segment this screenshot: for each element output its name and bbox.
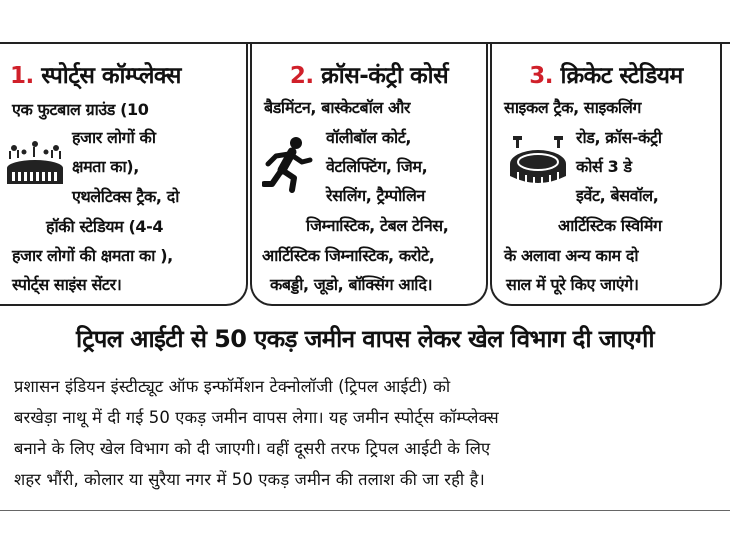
panel-number: 3. bbox=[529, 63, 553, 89]
panel-line: बैडमिंटन, बास्केटबॉल और bbox=[264, 98, 411, 117]
panel-line: क्षमता का), bbox=[72, 157, 139, 176]
panel-line: आर्टिस्टिक स्विमिंग bbox=[558, 216, 662, 235]
stadium-crowd-icon bbox=[4, 138, 66, 190]
panel-title-text: स्पोर्ट्स कॉम्प्लेक्स bbox=[41, 63, 181, 89]
panel-title-text: क्रॉस-कंट्री कोर्स bbox=[321, 63, 449, 89]
panel-line: जिम्नास्टिक, टेबल टेनिस, bbox=[306, 216, 449, 235]
runner-icon bbox=[262, 136, 314, 194]
panel-line: एक फुटबाल ग्राउंड (10 bbox=[12, 100, 149, 119]
body-line: प्रशासन इंडियन इंस्टीट्यूट ऑफ इन्फॉर्मेशन टेक्नोलॉजी (ट्रिपल आईटी) को bbox=[14, 377, 451, 396]
panel-line: एथलेटिक्स ट्रैक, दो bbox=[72, 187, 179, 206]
body-line: शहर भौंरी, कोलार या सुरैया नगर में 50 एकड़ जमीन की तलाश की जा रही है। bbox=[14, 470, 485, 489]
panel-line: हजार लोगों की bbox=[72, 128, 156, 147]
panel-sports-complex bbox=[0, 44, 248, 306]
panel-cross-country bbox=[250, 44, 488, 306]
body-line: बनाने के लिए खेल विभाग को दी जाएगी। वहीं दूसरी तरफ ट्रिपल आईटी के लिए bbox=[14, 439, 491, 458]
panel-line: हजार लोगों की क्षमता का ), bbox=[12, 246, 173, 265]
panel-number: 1. bbox=[10, 63, 34, 89]
panel-title bbox=[10, 58, 246, 90]
panel-line: कबड्डी, जूडो, बॉक्सिंग आदि। bbox=[270, 275, 433, 294]
panel-title bbox=[492, 58, 720, 90]
panel-line: कोर्स 3 डे bbox=[576, 157, 632, 176]
panel-line: वॉलीबॉल कोर्ट, bbox=[326, 128, 412, 147]
panel-line: साइकल ट्रैक, साइकलिंग bbox=[504, 98, 642, 117]
panel-cricket-stadium bbox=[490, 44, 722, 306]
panel-line: वेटलिफ्टिंग, जिम, bbox=[326, 157, 428, 176]
panel-line: रेसलिंग, ट्रैम्पोलिन bbox=[326, 186, 425, 205]
panel-line: आर्टिस्टिक जिम्नास्टिक, करोटे, bbox=[262, 246, 435, 265]
panel-line: इवेंट, बेसवॉल, bbox=[576, 186, 659, 205]
body-line: बरखेड़ा नाथू में दी गई 50 एकड़ जमीन वापस लेगा। यह जमीन स्पोर्ट्स कॉम्प्लेक्स bbox=[14, 408, 499, 427]
panel-line: स्पोर्ट्स साइंस सेंटर। bbox=[12, 275, 122, 294]
panel-title-text: क्रिकेट स्टेडियम bbox=[560, 63, 683, 89]
bottom-rule bbox=[0, 510, 730, 511]
panel-number: 2. bbox=[289, 63, 314, 89]
panel-line: साल में पूरे किए जाएंगे। bbox=[506, 275, 639, 294]
panel-line: रोड, क्रॉस-कंट्री bbox=[576, 128, 662, 147]
panel-line: हॉकी स्टेडियम (4-4 bbox=[46, 217, 164, 236]
headline: ट्रिपल आईटी से 50 एकड़ जमीन वापस लेकर खेल विभाग दी जाएगी bbox=[76, 325, 654, 353]
cricket-stadium-icon bbox=[508, 134, 568, 190]
panel-line: के अलावा अन्य काम दो bbox=[504, 246, 639, 265]
panel-title bbox=[252, 58, 486, 90]
